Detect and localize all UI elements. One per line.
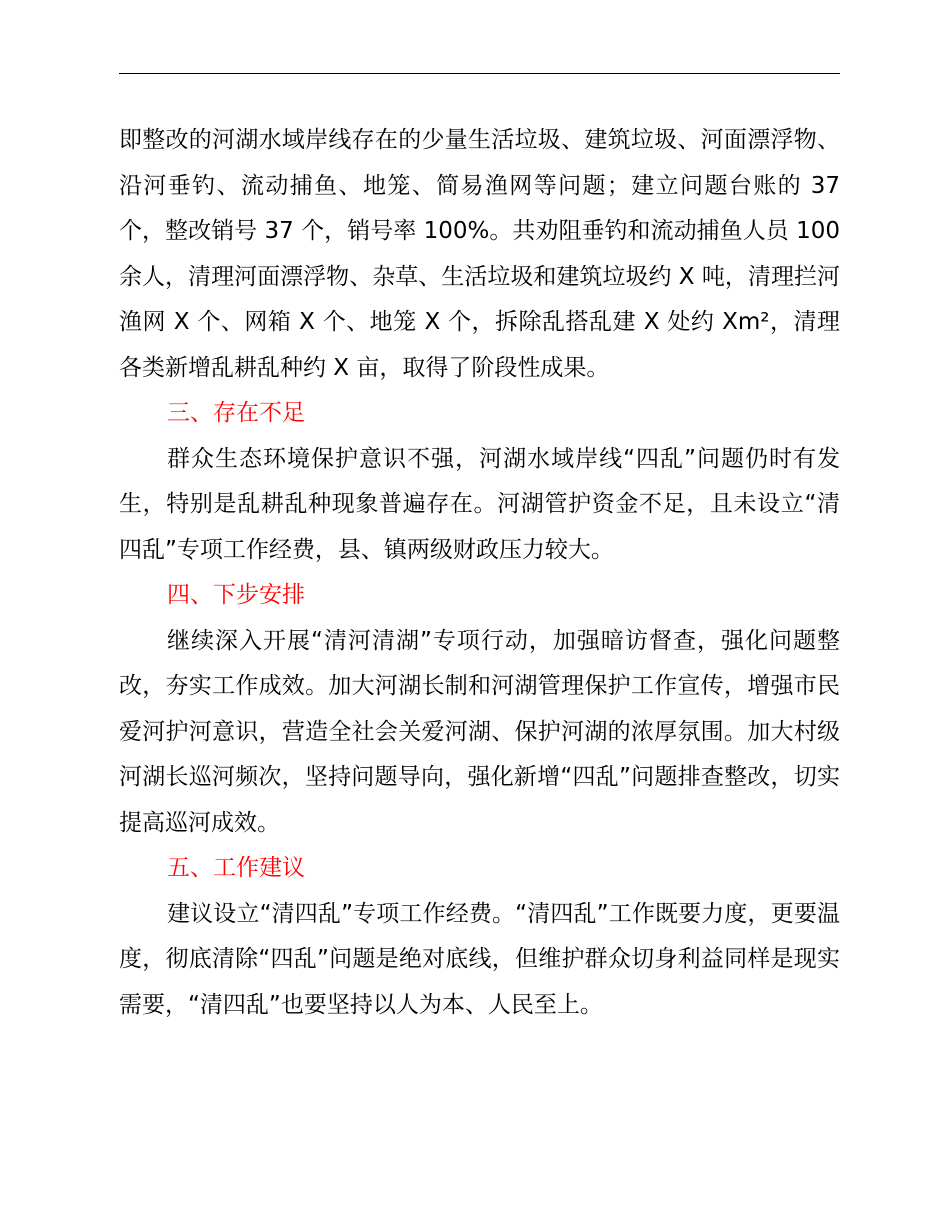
document-body [119,118,840,1028]
paragraph-continuation: 即整改的河湖水域岸线存在的少量生活垃圾、建筑垃圾、河面漂浮物、沿河垂钓、流动捕鱼、地笼、简易渔网等问题；建立问题台账的 37 个，整改销号 37 个，销号率 100%。共劝阻垂钓和流动捕鱼人员 100 余人，清理河面漂浮物、杂草、生活垃圾和建筑垃圾约 X 吨，清理拦河渔网 X 个、网箱 X 个、地笼 X 个，拆除乱搭乱建 X 处约 Xm²，清理各类新增乱耕乱种约 X 亩，取得了阶段性成果。 [119,127,840,381]
header-rule [119,73,840,74]
paragraph-next-steps: 继续深入开展“清河清湖”专项行动，加强暗访督查，强化问题整改，夯实工作成效。加大河湖长制和河湖管理保护工作宣传，增强市民爱河护河意识，营造全社会关爱河湖、保护河湖的浓厚氛围。加大村级河湖长巡河频次，坚持问题导向，强化新增“四乱”问题排查整改，切实提高巡河成效。 [119,627,840,836]
paragraph-shortcomings: 群众生态环境保护意识不强，河湖水域岸线“四乱”问题仍时有发生，特别是乱耕乱种现象普遍存在。河湖管护资金不足，且未设立“清四乱”专项工作经费，县、镇两级财政压力较大。 [119,445,840,563]
section-heading-suggestions: 五、工作建议 [167,855,305,881]
section-heading-next-steps: 四、下步安排 [167,582,305,608]
section-heading-shortcomings: 三、存在不足 [167,400,305,426]
paragraph-suggestions: 建议设立“清四乱”专项工作经费。“清四乱”工作既要力度，更要温度，彻底清除“四乱”问题是绝对底线，但维护群众切身利益同样是现实需要，“清四乱”也要坚持以人为本、人民至上。 [119,900,840,1018]
